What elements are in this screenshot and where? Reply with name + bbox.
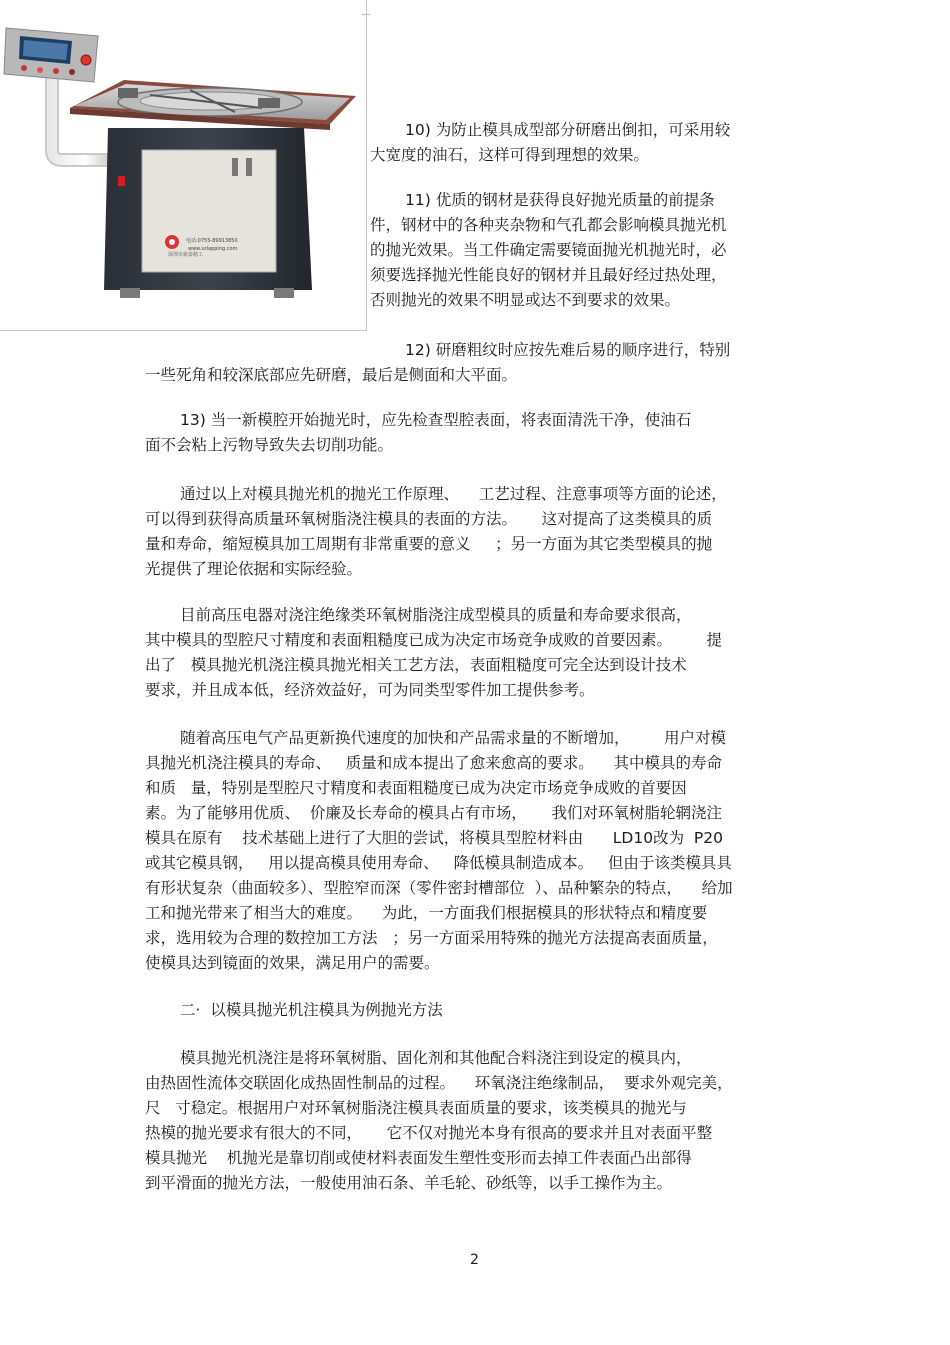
text-line: 13) 当一新模腔开始抛光时，应先检查型腔表面，将表面清洗干净，使油石	[180, 411, 692, 429]
figure-web: www.szlapping.com	[188, 246, 238, 252]
text-line: 和质 量，特别是型腔尺寸精度和表面粗糙度已成为决定市场竞争成败的首要因	[145, 779, 687, 797]
text-line: 或其它模具钢， 用以提高模具使用寿命、 降低模具制造成本。 但由于该类模具具	[145, 854, 732, 872]
text-line: 件，钢材中的各种夹杂物和气孔都会影响模具抛光机	[370, 216, 727, 234]
polishing-table	[70, 80, 356, 130]
text-line: 须要选择抛光性能良好的钢材并且最好经过热处理，	[370, 266, 727, 284]
section-heading: 二· 以模具抛光机注模具为例抛光方法	[180, 1001, 443, 1019]
text-line: 的抛光效果。当工件确定需要镜面抛光机抛光时，必	[370, 241, 727, 259]
text-line: 有形状复杂（曲面较多）、型腔窄而深（零件密封槽部位 ）、品种繁杂的特点， 给加	[145, 879, 733, 897]
figure-brand: 深圳市新泰精工	[168, 252, 204, 258]
text-line: 素。为了能够用优质、 价廉及长寿命的模具占有市场， 我们对环氧树脂轮辋浇注	[145, 804, 722, 822]
crop-mark	[362, 14, 370, 15]
machine-cabinet	[104, 128, 312, 298]
polishing-machine-illustration	[0, 0, 366, 330]
text-line: 模具在原有 技术基础上进行了大胆的尝试，将模具型腔材料由 LD10改为 P20	[145, 829, 723, 847]
text-line: 目前高压电器对浇注绝缘类环氧树脂浇注成型模具的质量和寿命要求很高，	[180, 606, 692, 624]
text-line: 使模具达到镜面的效果，满足用户的需要。	[145, 954, 440, 972]
text-line: 11) 优质的钢材是获得良好抛光质量的前提条	[405, 191, 715, 209]
text-line: 面不会粘上污物导致失去切削功能。	[145, 436, 394, 454]
text-line: 模具抛光机浇注是将环氧树脂、固化剂和其他配合料浇注到设定的模具内，	[180, 1049, 692, 1067]
text-line: 热模的抛光要求有很大的不同， 它不仅对抛光本身有很高的要求并且对表面平整	[145, 1124, 713, 1142]
text-line: 工和抛光带来了相当大的难度。 为此，一方面我们根据模具的形状特点和精度要	[145, 904, 708, 922]
text-line: 求，选用较为合理的数控加工方法 ；另一方面采用特殊的抛光方法提高表面质量，	[145, 929, 718, 947]
text-line: 具抛光机浇注模具的寿命、 质量和成本提出了愈来愈高的要求。 其中模具的寿命	[145, 754, 722, 772]
text-line: 到平滑面的抛光方法，一般使用油石条、羊毛轮、砂纸等，以手工操作为主。	[145, 1174, 673, 1192]
page-number: 2	[470, 1252, 479, 1268]
text-line: 一些死角和较深底部应先研磨，最后是侧面和大平面。	[145, 366, 518, 384]
text-line: 尺 寸稳定。根据用户对环氧树脂浇注模具表面质量的要求，该类模具的抛光与	[145, 1099, 687, 1117]
text-line: 12) 研磨粗纹时应按先难后易的顺序进行，特别	[405, 341, 731, 359]
polishing-machine-photo	[0, 0, 367, 331]
text-line: 出了 模具抛光机浇注模具抛光相关工艺方法，表面粗糙度可完全达到设计技术	[145, 656, 687, 674]
text-line: 大宽度的油石，这样可得到理想的效果。	[370, 146, 650, 164]
text-line: 可以得到获得高质量环氧树脂浇注模具的表面的方法。 这对提高了这类模具的质	[145, 510, 713, 528]
control-panel	[4, 28, 98, 82]
text-line: 量和寿命，缩短模具加工周期有非常重要的意义 ；另一方面为其它类型模具的抛	[145, 535, 713, 553]
figure-phone: 电话:0755-89913850	[186, 238, 238, 244]
text-line: 通过以上对模具抛光机的抛光工作原理、 工艺过程、注意事项等方面的论述，	[180, 485, 727, 503]
text-line: 要求，并且成本低，经济效益好，可为同类型零件加工提供参考。	[145, 681, 595, 699]
text-line: 其中模具的型腔尺寸精度和表面粗糙度已成为决定市场竞争成败的首要因素。 提	[145, 631, 722, 649]
text-line: 光提供了理论依据和实际经验。	[145, 560, 363, 578]
text-line: 否则抛光的效果不明显或达不到要求的效果。	[370, 291, 681, 309]
text-line: 由热固性流体交联固化成热固性制品的过程。 环氧浇注绝缘制品， 要求外观完美，	[145, 1074, 733, 1092]
text-line: 随着高压电气产品更新换代速度的加快和产品需求量的不断增加， 用户对模	[180, 729, 726, 747]
text-line: 10) 为防止模具成型部分研磨出倒扣，可采用较	[405, 121, 731, 139]
text-line: 模具抛光 机抛光是靠切削或使材料表面发生塑性变形而去掉工件表面凸出部得	[145, 1149, 692, 1167]
